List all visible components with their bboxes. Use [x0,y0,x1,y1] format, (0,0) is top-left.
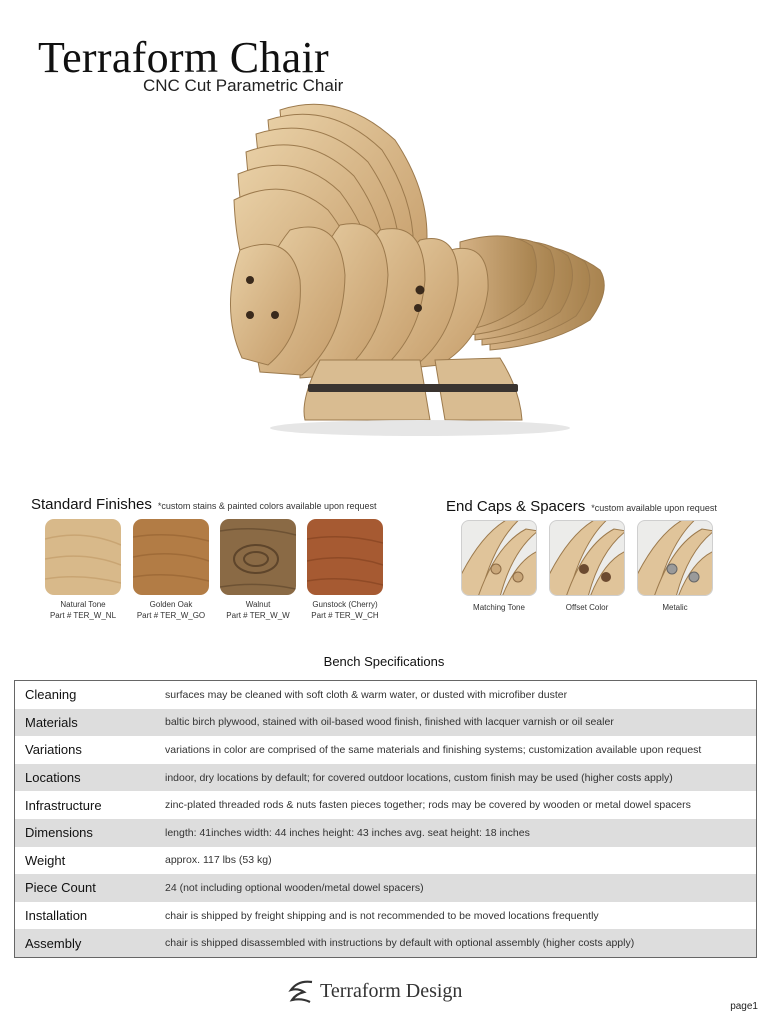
spec-value: indoor, dry locations by default; for covered outdoor locations, custom finish may be used (higher costs apply) [165,771,673,784]
finish-part: Part # TER_W_CH [311,611,379,620]
swatch-golden-oak [133,519,209,595]
spec-label: Variations [25,742,82,758]
spec-label: Infrastructure [25,797,102,813]
page-number: page1 [730,1001,758,1012]
finishes-section-title [31,496,377,513]
spec-row [15,874,756,902]
spec-label: Cleaning [25,687,77,703]
spec-label: Materials [25,714,78,730]
page-title: Terraform Chair [38,33,329,82]
finish-part: Part # TER_W_GO [136,611,206,620]
footer-logo-text: Terraform Design [320,979,463,1002]
spec-row [15,929,756,957]
endcaps-note: *custom available upon request [591,503,717,513]
finishes-note: *custom stains & painted colors available upon request [157,501,377,511]
spec-row [15,902,756,930]
endcap-metalic [637,520,713,596]
finish-label-gunstock-cherry [290,599,400,621]
finish-name: Golden Oak [149,600,193,609]
spec-label: Dimensions [25,825,93,841]
terraform-logo-icon [286,978,316,1004]
specs-table [14,680,757,958]
spec-value: chair is shipped disassembled with instructions by default with optional assembly (higher costs apply) [165,937,635,950]
finishes-title: Standard Finishes [31,496,152,513]
spec-value: approx. 117 lbs (53 kg) [165,854,272,867]
spec-row [15,681,756,709]
spec-row [15,819,756,847]
endcap-offset-color [549,520,625,596]
spec-value: zinc-plated threaded rods & nuts fasten pieces together; rods may be covered by wooden or metal dowel spacers [165,799,691,812]
spec-row [15,709,756,737]
spec-value: length: 41inches width: 44 inches height: 43 inches avg. seat height: 18 inches [165,826,530,839]
spec-label: Installation [25,908,88,924]
spec-value: surfaces may be cleaned with soft cloth & warm water, or dusted with microfiber duster [165,688,568,701]
endcap-label-metalic: Metalic [662,603,688,612]
page-subtitle: CNC Cut Parametric Chair [143,76,344,95]
swatch-walnut [220,519,296,595]
footer-logo [286,978,462,1004]
endcaps-section-title [446,498,717,515]
spec-label: Assembly [25,935,82,951]
swatch-natural-tone [45,519,121,595]
spec-row [15,736,756,764]
finish-part: Part # TER_W_NL [49,611,117,620]
spec-row [15,764,756,792]
finish-name: Walnut [245,600,271,609]
specs-heading: Bench Specifications [323,654,445,669]
spec-label: Piece Count [25,880,96,896]
finish-name: Natural Tone [60,600,106,609]
finish-name: Gunstock (Cherry) [312,600,378,609]
endcap-label-offset-color: Offset Color [565,603,609,612]
endcap-label-matching-tone: Matching Tone [473,603,525,612]
spec-row [15,847,756,875]
spec-label: Locations [25,770,81,786]
endcap-matching-tone [461,520,537,596]
chair-image [220,90,620,440]
spec-row [15,791,756,819]
endcaps-title: End Caps & Spacers [446,498,586,515]
spec-value: chair is shipped by freight shipping and is not recommended to be moved locations frequently [165,909,599,922]
swatch-gunstock-cherry [307,519,383,595]
finish-part: Part # TER_W_W [226,611,290,620]
spec-label: Weight [25,852,66,868]
spec-value: 24 (not including optional wooden/metal dowel spacers) [165,881,424,894]
spec-value: baltic birch plywood, stained with oil-based wood finish, finished with lacquer varnish or oil sealer [165,716,614,729]
spec-value: variations in color are comprised of the same materials and finishing systems; customization available upon request [165,743,702,756]
